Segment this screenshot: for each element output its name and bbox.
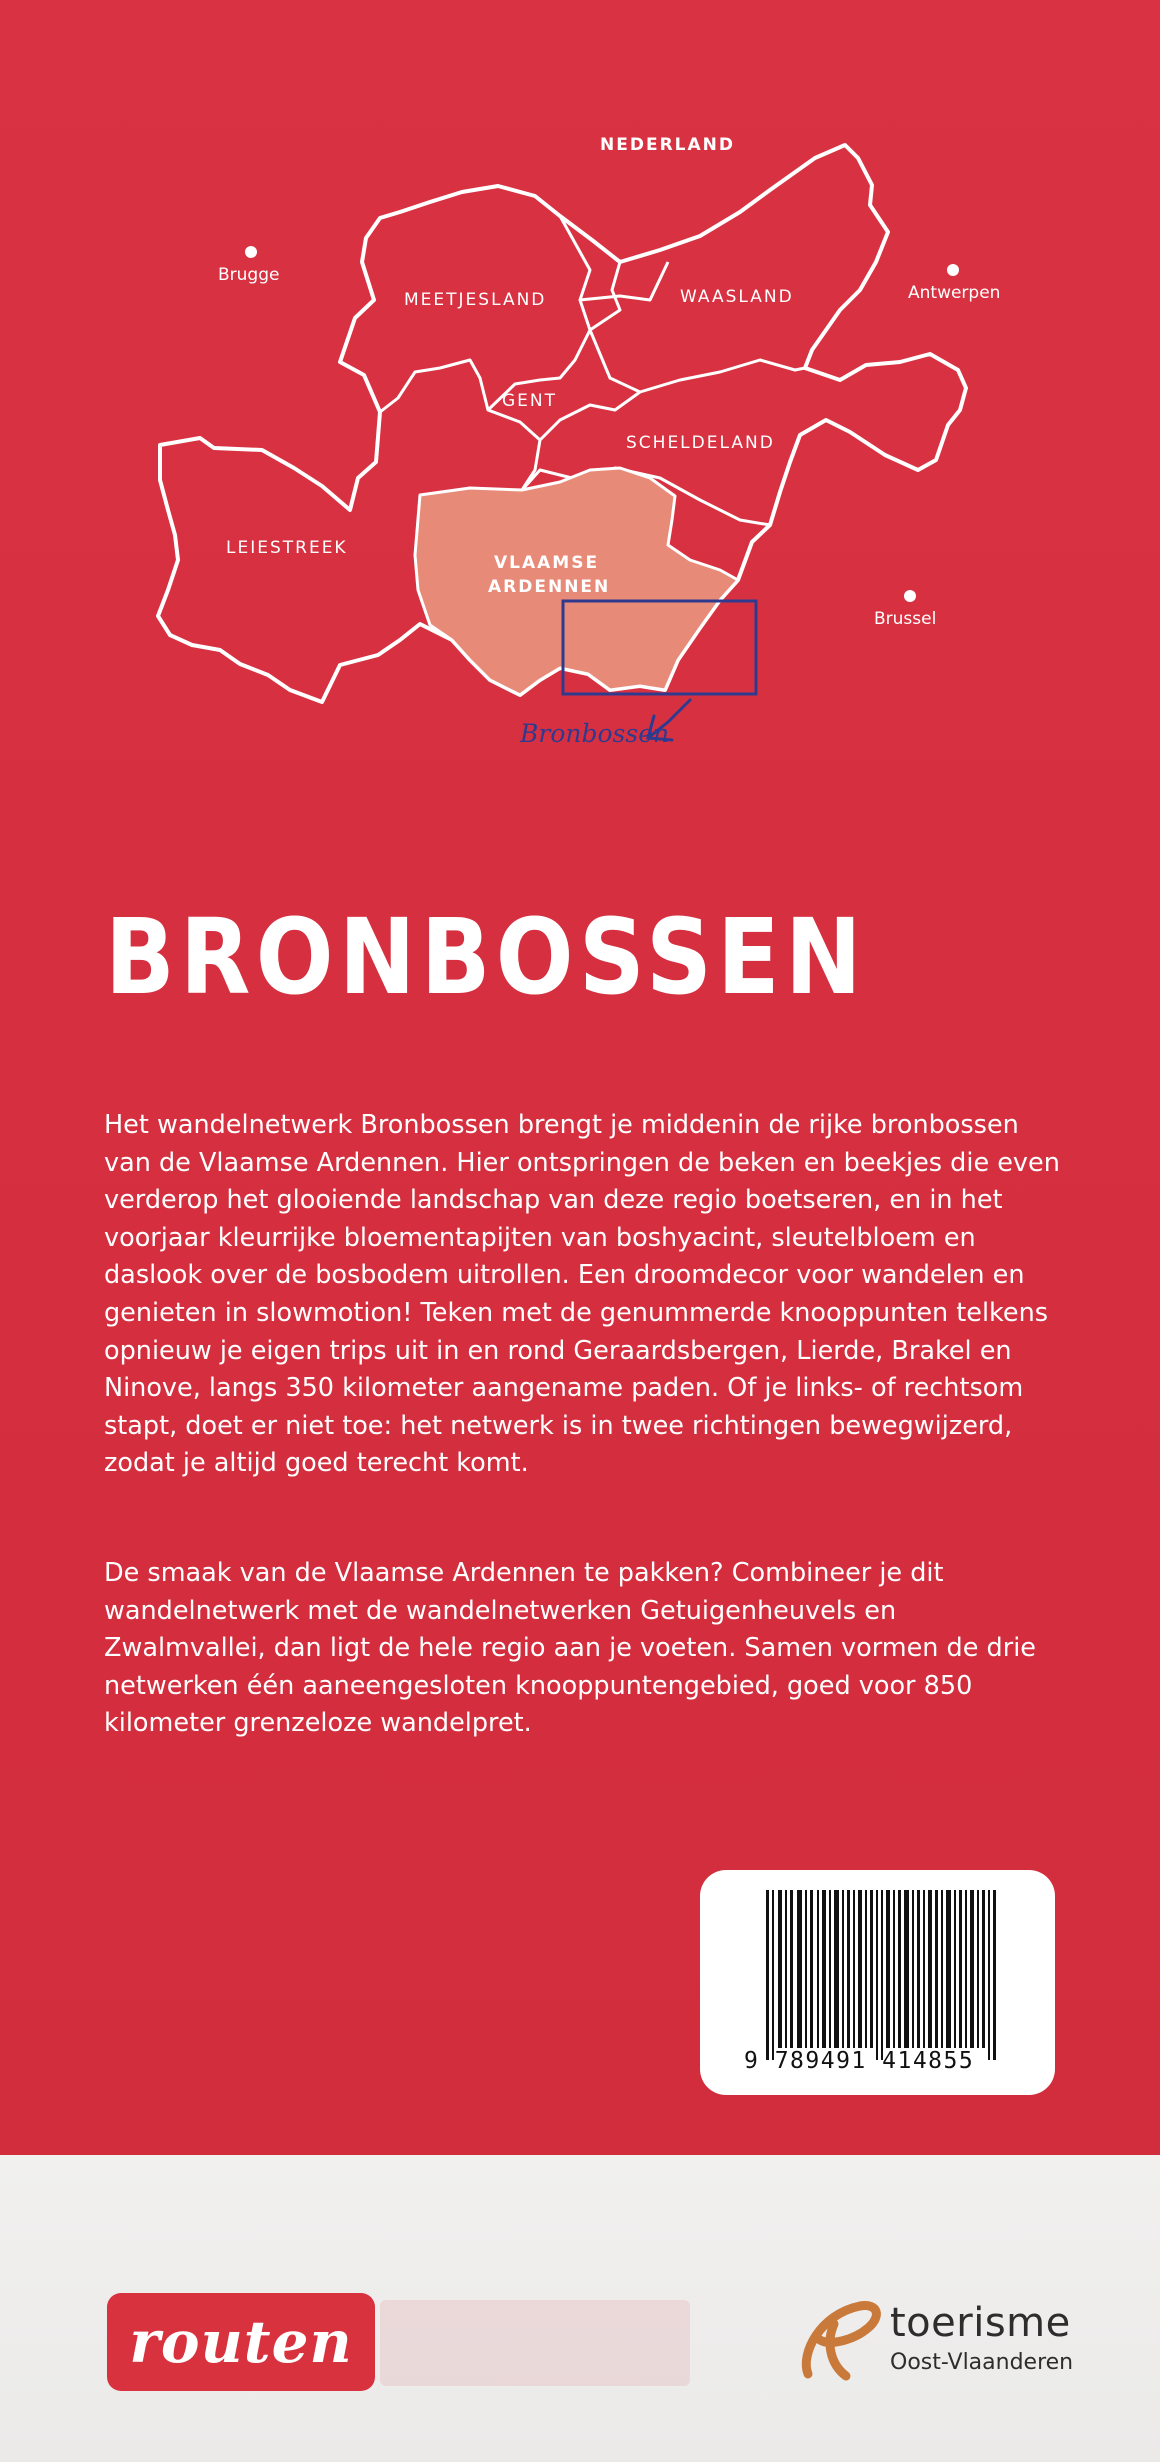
map-region-waasland: WAASLAND [680,287,794,307]
map-antwerpen-dot [947,264,959,276]
map-region-gent: GENT [502,391,558,411]
barcode-label [700,1870,1055,2095]
map-brugge-dot [245,246,257,258]
toerisme-logo-word: toerisme [890,2300,1071,2346]
description-paragraph-2: De smaak van de Vlaamse Ardennen te pakken? Combineer je dit wandelnetwerk met de wandelnetwerken Getuigenheuvels en Zwalmvallei, dan ligt de hele regio aan je voeten. Samen vormen de drie netwerken één aaneengesloten knooppuntengebied, goed voor 850 kilometer grenzeloze wandelpret. [104,1558,1036,1739]
map-city-brussel: Brussel [874,609,937,629]
barcode-digits: 9 789491 414855 [744,2048,975,2074]
map-brussel-dot [904,590,916,602]
map-country-label: NEDERLAND [600,135,735,155]
map-region-meetjesland: MEETJESLAND [404,290,547,310]
toerisme-logo [790,2294,1090,2394]
map-region-leiestreek: LEIESTREEK [226,538,348,558]
map-bronbossen-label: Bronbossen [520,719,670,748]
description-paragraph-1: Het wandelnetwerk Bronbossen brengt je middenin de rijke bronbossen van de Vlaamse Ardennen. Hier ontspringen de beken en beekjes die even verderop het glooiende landschap van deze regio boetseren, en in het voorjaar kleurrijke bloementapijten van boshyacint, sleutelbloem en daslook over de bosbodem uitrollen. Een droomdecor voor wandelen en genieten in slowmotion! Teken met de genummerde knooppunten telkens opnieuw je eigen trips uit in en rond Geraardsbergen, Lierde, Brakel en Ninove, langs 350 kilometer aangename paden. Of je links- of rechtsom stapt, doet er niet toe: het netwerk is in twee richtingen bewegwijzerd, zodat je altijd goed terecht komt. [104,1110,1060,1479]
toerisme-logo-subtitle: Oost-Vlaanderen [890,2350,1074,2375]
routen-logo-text: routen [129,2308,353,2376]
map-region-scheldeland: SCHELDELAND [626,433,775,453]
map-city-brugge: Brugge [218,265,280,285]
toerisme-swirl-icon [790,2294,890,2394]
map-region-vlaamse: VLAAMSE [494,553,600,573]
page-title: BRONBOSSEN [105,896,867,1018]
routen-tagline-shadow [380,2300,690,2386]
map-city-antwerpen: Antwerpen [908,283,1001,303]
routen-logo [107,2293,375,2391]
region-map [0,0,1160,820]
map-region-ardennen: ARDENNEN [488,577,611,597]
